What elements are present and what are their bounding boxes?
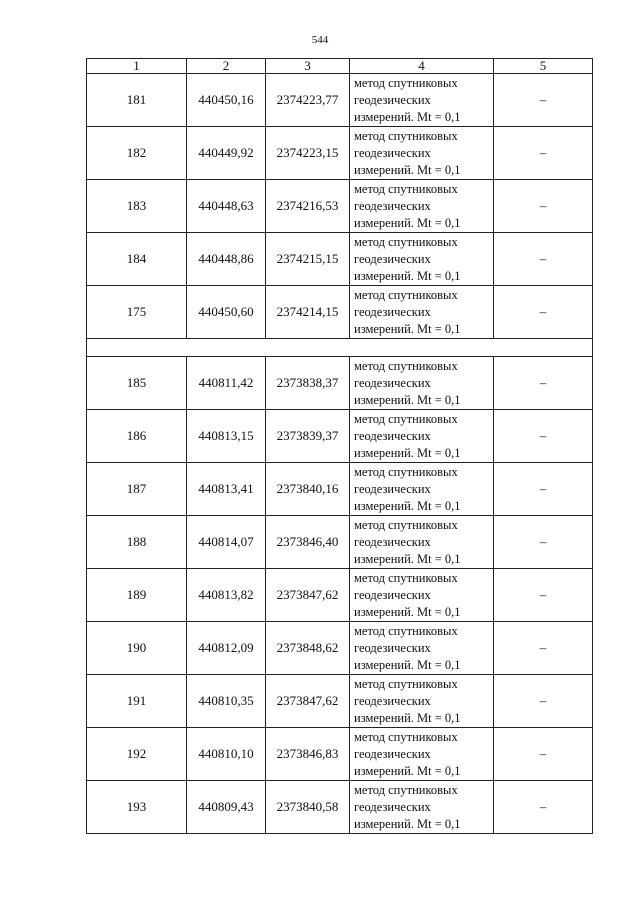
method-cell <box>350 286 494 339</box>
point-number-cell: 181 <box>87 74 187 127</box>
method-text-line: измерений. Mt = 0,1 <box>354 445 461 460</box>
x-coordinate-cell: 440810,35 <box>187 675 266 728</box>
method-text-line: метод спутниковых <box>354 234 458 249</box>
table-row <box>87 728 593 781</box>
header-cell: 2 <box>187 59 266 74</box>
method-text-line: геодезических <box>354 799 431 814</box>
note-cell: – <box>494 180 593 233</box>
method-text-line: метод спутниковых <box>354 517 458 532</box>
note-cell: – <box>494 569 593 622</box>
point-number-cell: 188 <box>87 516 187 569</box>
table-row <box>87 286 593 339</box>
table-row <box>87 180 593 233</box>
method-text-line: геодезических <box>354 92 431 107</box>
method-cell <box>350 675 494 728</box>
table-row <box>87 781 593 834</box>
method-text-line: измерений. Mt = 0,1 <box>354 763 461 778</box>
point-number-cell: 189 <box>87 569 187 622</box>
method-cell <box>350 781 494 834</box>
table-row <box>87 569 593 622</box>
method-text-line: геодезических <box>354 481 431 496</box>
y-coordinate-cell: 2373838,37 <box>266 357 350 410</box>
note-cell: – <box>494 233 593 286</box>
method-text-line: геодезических <box>354 587 431 602</box>
point-number-cell: 193 <box>87 781 187 834</box>
y-coordinate-cell: 2373840,58 <box>266 781 350 834</box>
point-number-cell: 185 <box>87 357 187 410</box>
y-coordinate-cell: 2373848,62 <box>266 622 350 675</box>
note-cell: – <box>494 74 593 127</box>
note-cell: – <box>494 410 593 463</box>
point-number-cell: 183 <box>87 180 187 233</box>
y-coordinate-cell: 2373840,16 <box>266 463 350 516</box>
method-cell <box>350 463 494 516</box>
method-text-line: измерений. Mt = 0,1 <box>354 816 461 831</box>
note-cell: – <box>494 622 593 675</box>
y-coordinate-cell: 2374223,77 <box>266 74 350 127</box>
note-cell: – <box>494 516 593 569</box>
method-text-line: метод спутниковых <box>354 287 458 302</box>
header-cell: 1 <box>87 59 187 74</box>
y-coordinate-cell: 2374214,15 <box>266 286 350 339</box>
method-text-line: измерений. Mt = 0,1 <box>354 604 461 619</box>
point-number-cell: 192 <box>87 728 187 781</box>
method-text-line: метод спутниковых <box>354 128 458 143</box>
method-text-line: метод спутниковых <box>354 570 458 585</box>
table-row <box>87 622 593 675</box>
header-cell: 5 <box>494 59 593 74</box>
method-text-line: метод спутниковых <box>354 411 458 426</box>
note-cell: – <box>494 728 593 781</box>
method-text-line: измерений. Mt = 0,1 <box>354 657 461 672</box>
method-cell <box>350 622 494 675</box>
page-number: 544 <box>311 34 329 46</box>
x-coordinate-cell: 440813,41 <box>187 463 266 516</box>
table-row <box>87 410 593 463</box>
method-text-line: метод спутниковых <box>354 782 458 797</box>
method-cell <box>350 728 494 781</box>
x-coordinate-cell: 440809,43 <box>187 781 266 834</box>
method-text-line: метод спутниковых <box>354 729 458 744</box>
y-coordinate-cell: 2373846,83 <box>266 728 350 781</box>
method-text-line: геодезических <box>354 534 431 549</box>
method-cell <box>350 180 494 233</box>
note-cell: – <box>494 463 593 516</box>
method-text-line: измерений. Mt = 0,1 <box>354 392 461 407</box>
method-text-line: геодезических <box>354 145 431 160</box>
y-coordinate-cell: 2373839,37 <box>266 410 350 463</box>
x-coordinate-cell: 440448,86 <box>187 233 266 286</box>
table-row <box>87 74 593 127</box>
coordinates-table <box>86 58 593 834</box>
x-coordinate-cell: 440450,60 <box>187 286 266 339</box>
x-coordinate-cell: 440813,82 <box>187 569 266 622</box>
table-row <box>87 463 593 516</box>
y-coordinate-cell: 2373846,40 <box>266 516 350 569</box>
method-text-line: метод спутниковых <box>354 358 458 373</box>
point-number-cell: 184 <box>87 233 187 286</box>
x-coordinate-cell: 440812,09 <box>187 622 266 675</box>
y-coordinate-cell: 2374223,15 <box>266 127 350 180</box>
method-cell <box>350 569 494 622</box>
method-cell <box>350 233 494 286</box>
method-text-line: метод спутниковых <box>354 464 458 479</box>
note-cell: – <box>494 357 593 410</box>
x-coordinate-cell: 440448,63 <box>187 180 266 233</box>
x-coordinate-cell: 440814,07 <box>187 516 266 569</box>
method-text-line: измерений. Mt = 0,1 <box>354 498 461 513</box>
method-text-line: измерений. Mt = 0,1 <box>354 162 461 177</box>
method-text-line: геодезических <box>354 640 431 655</box>
y-coordinate-cell: 2373847,62 <box>266 675 350 728</box>
separator-row <box>87 339 593 357</box>
method-text-line: метод спутниковых <box>354 181 458 196</box>
method-text-line: геодезических <box>354 428 431 443</box>
y-coordinate-cell: 2373847,62 <box>266 569 350 622</box>
method-cell <box>350 516 494 569</box>
method-cell <box>350 74 494 127</box>
method-text-line: геодезических <box>354 304 431 319</box>
point-number-cell: 190 <box>87 622 187 675</box>
method-cell <box>350 410 494 463</box>
method-text-line: геодезических <box>354 746 431 761</box>
header-cell: 3 <box>266 59 350 74</box>
note-cell: – <box>494 127 593 180</box>
method-text-line: измерений. Mt = 0,1 <box>354 215 461 230</box>
y-coordinate-cell: 2374216,53 <box>266 180 350 233</box>
method-text-line: геодезических <box>354 198 431 213</box>
table-row <box>87 516 593 569</box>
method-text-line: метод спутниковых <box>354 676 458 691</box>
point-number-cell: 182 <box>87 127 187 180</box>
method-text-line: измерений. Mt = 0,1 <box>354 268 461 283</box>
y-coordinate-cell: 2374215,15 <box>266 233 350 286</box>
note-cell: – <box>494 675 593 728</box>
method-text-line: измерений. Mt = 0,1 <box>354 710 461 725</box>
point-number-cell: 187 <box>87 463 187 516</box>
method-text-line: геодезических <box>354 375 431 390</box>
method-text-line: метод спутниковых <box>354 623 458 638</box>
x-coordinate-cell: 440810,10 <box>187 728 266 781</box>
header-row <box>87 59 593 74</box>
header-cell: 4 <box>350 59 494 74</box>
table-row <box>87 675 593 728</box>
x-coordinate-cell: 440811,42 <box>187 357 266 410</box>
method-text-line: метод спутниковых <box>354 75 458 90</box>
method-cell <box>350 357 494 410</box>
method-text-line: измерений. Mt = 0,1 <box>354 109 461 124</box>
table-row <box>87 233 593 286</box>
method-text-line: геодезических <box>354 251 431 266</box>
separator-cell <box>87 339 593 357</box>
note-cell: – <box>494 286 593 339</box>
table-row <box>87 357 593 410</box>
method-text-line: измерений. Mt = 0,1 <box>354 321 461 336</box>
point-number-cell: 191 <box>87 675 187 728</box>
point-number-cell: 186 <box>87 410 187 463</box>
point-number-cell: 175 <box>87 286 187 339</box>
method-cell <box>350 127 494 180</box>
note-cell: – <box>494 781 593 834</box>
x-coordinate-cell: 440449,92 <box>187 127 266 180</box>
method-text-line: измерений. Mt = 0,1 <box>354 551 461 566</box>
table-row <box>87 127 593 180</box>
x-coordinate-cell: 440450,16 <box>187 74 266 127</box>
method-text-line: геодезических <box>354 693 431 708</box>
x-coordinate-cell: 440813,15 <box>187 410 266 463</box>
